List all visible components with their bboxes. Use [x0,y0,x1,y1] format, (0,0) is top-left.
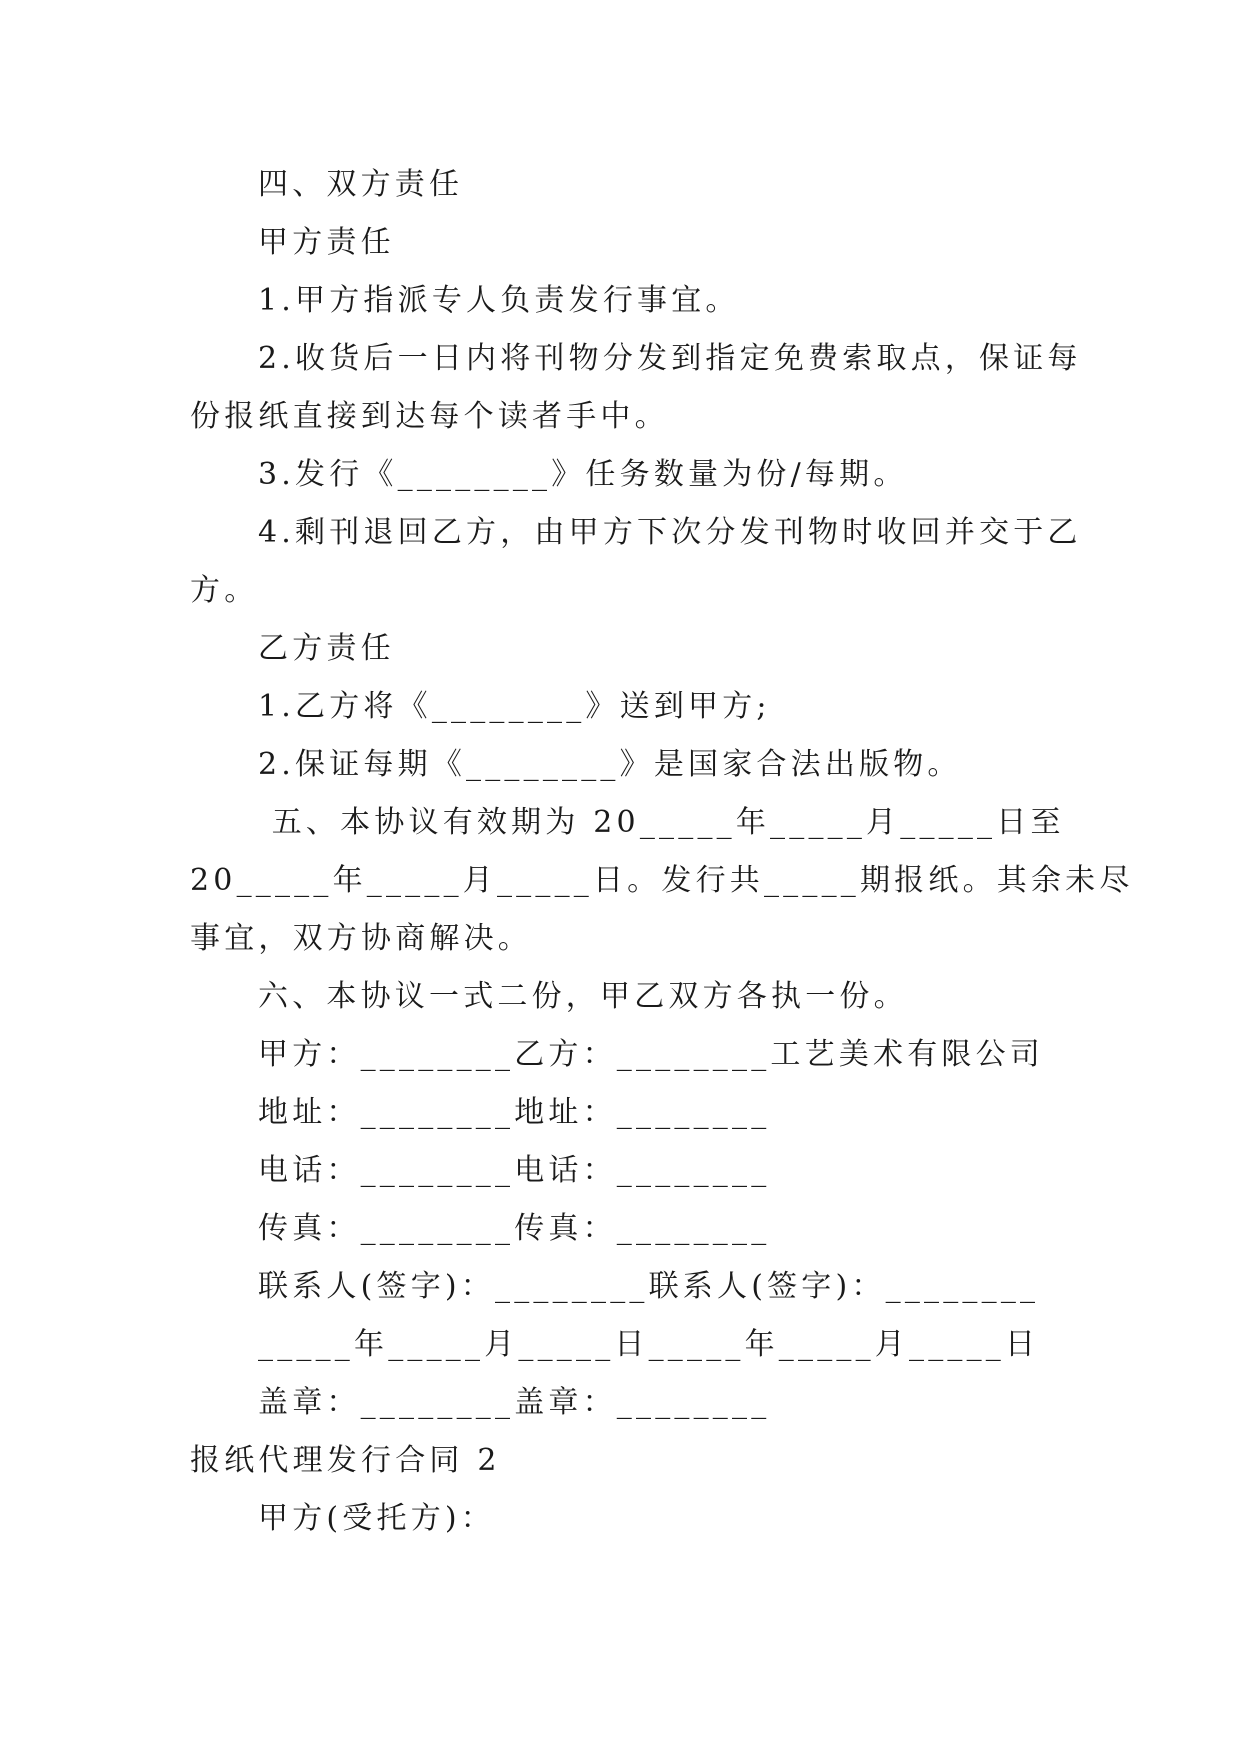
party-b-responsibility-heading: 乙方责任 [258,631,395,666]
signature-address: 地址：________地址：________ [258,1095,771,1130]
section-five-line-2: 20_____年_____月_____日。发行共_____期报纸。其余未尽 [190,863,1134,898]
party-a-item-1: 1.甲方指派专人负责发行事宜。 [258,283,740,318]
party-b-item-2: 2.保证每期《________》是国家合法出版物。 [258,747,962,782]
party-a-item-2-line-1: 2.收货后一日内将刊物分发到指定免费索取点，保证每 [258,341,1082,376]
signature-contact: 联系人(签字)：________联系人(签字)：________ [258,1269,1040,1304]
party-a-item-2-line-2: 份报纸直接到达每个读者手中。 [190,399,669,434]
contract-2-party-a: 甲方(受托方)： [258,1501,496,1536]
party-a-item-3: 3.发行《________》任务数量为份/每期。 [258,457,908,492]
party-b-item-1: 1.乙方将《________》送到甲方; [258,689,771,724]
signature-dates: _____年_____月_____日_____年_____月_____日 [258,1327,1040,1362]
party-a-item-4-line-1: 4.剩刊退回乙方，由甲方下次分发刊物时收回并交于乙 [258,515,1082,550]
party-a-item-4-line-2: 方。 [190,573,259,608]
section-five-line-1: 五、本协议有效期为 20_____年_____月_____日至 [258,805,1065,840]
signature-seal: 盖章：________盖章：________ [258,1385,771,1420]
section-six: 六、本协议一式二份，甲乙双方各执一份。 [258,979,908,1014]
signature-parties: 甲方：________乙方：________工艺美术有限公司 [258,1037,1044,1072]
section-five-line-3: 事宜，双方协商解决。 [190,921,532,956]
section-four-heading: 四、双方责任 [258,167,464,202]
signature-phone: 电话：________电话：________ [258,1153,771,1188]
party-a-responsibility-heading: 甲方责任 [258,225,395,260]
contract-2-title: 报纸代理发行合同 2 [190,1443,501,1478]
signature-fax: 传真：________传真：________ [258,1211,771,1246]
